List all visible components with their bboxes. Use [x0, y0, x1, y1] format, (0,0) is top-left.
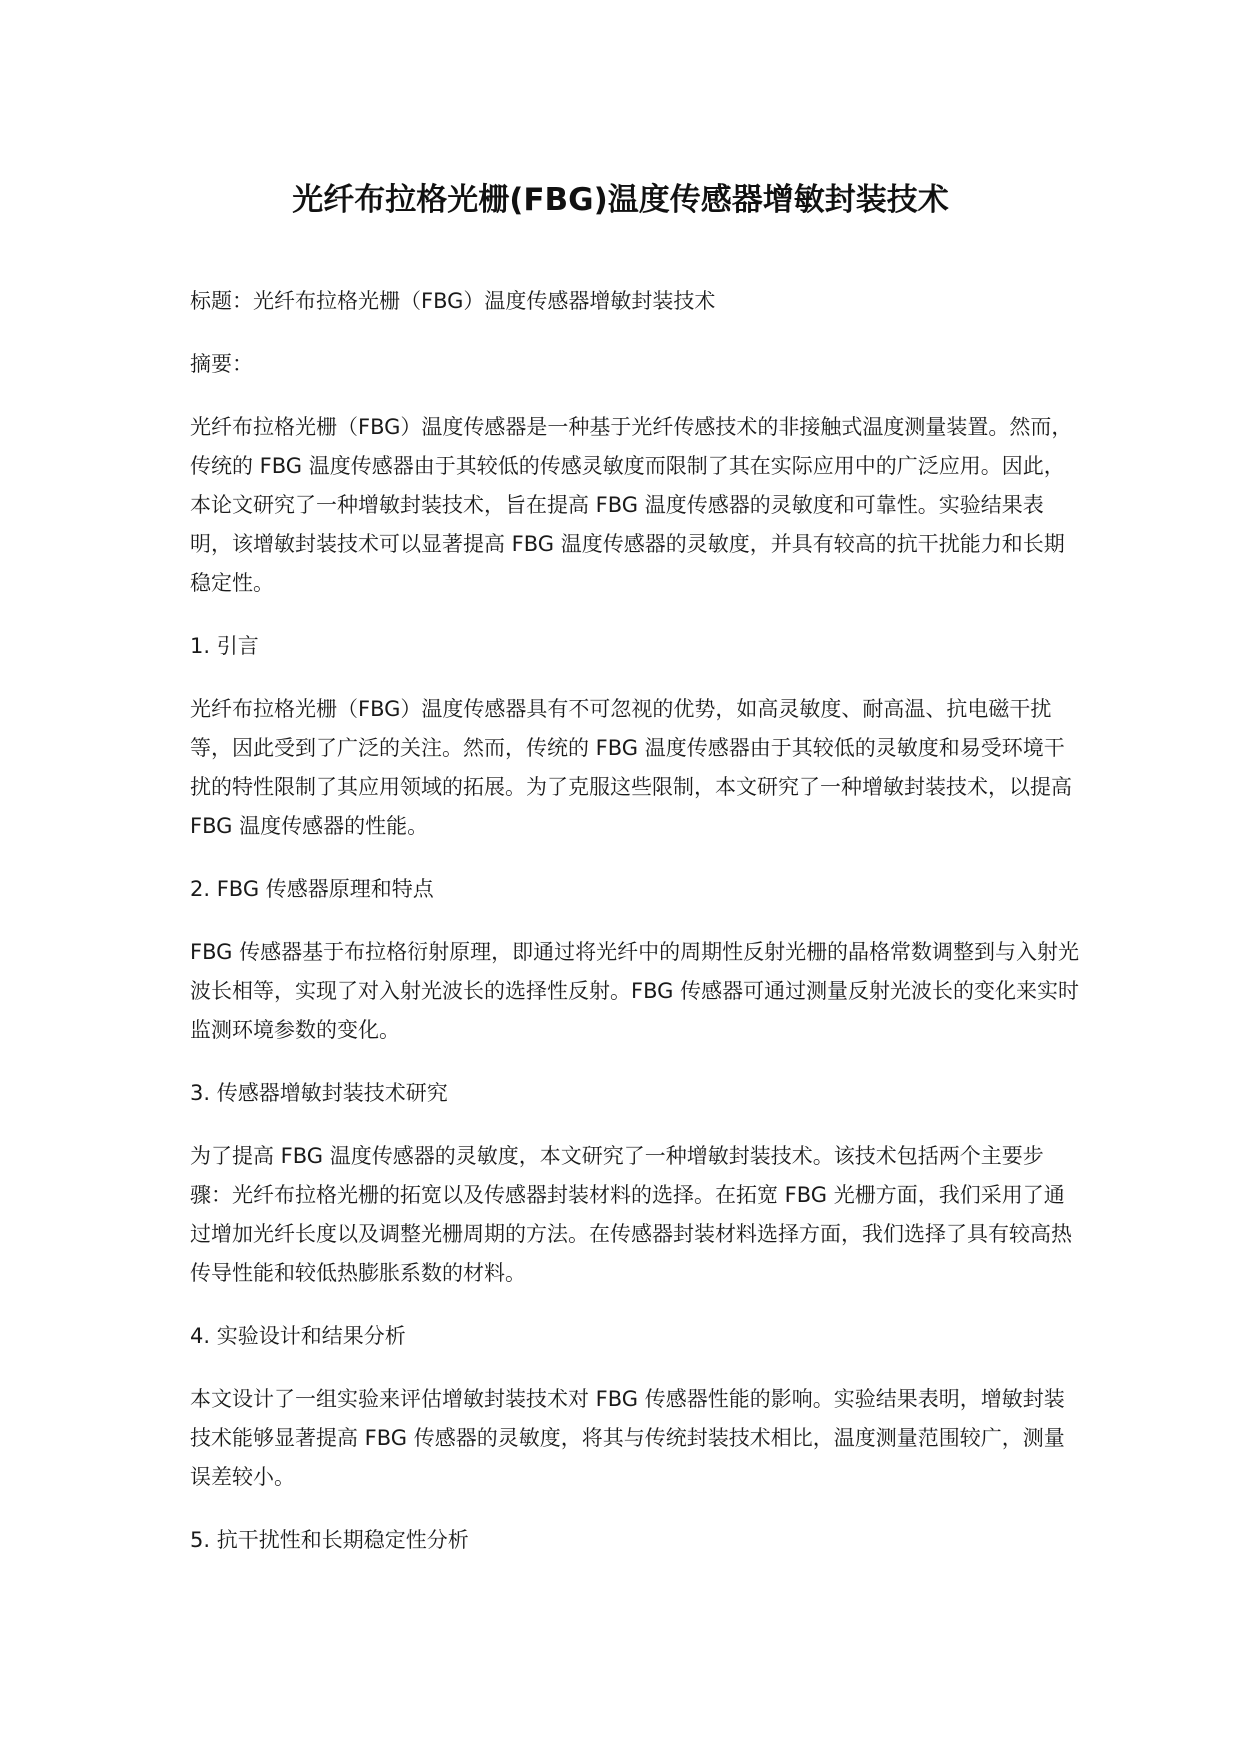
- document-body: [190, 282, 1080, 1560]
- abstract-label: 摘要：: [190, 352, 253, 376]
- section-heading-principle: 2. FBG 传感器原理和特点: [190, 877, 434, 901]
- abstract-text: 光纤布拉格光栅（FBG）温度传感器是一种基于光纤传感技术的非接触式温度测量装置。然而，传统的 FBG 温度传感器由于其较低的传感灵敏度而限制了其在实际应用中的广泛应用。因此，本论文研究了一种增敏封装技术，旨在提高 FBG 温度传感器的灵敏度和可靠性。实验结果表明，该增敏封装技术可以显著提高 FBG 温度传感器的灵敏度，并具有较高的抗干扰能力和长期稳定性。: [190, 415, 1073, 595]
- section-heading-packaging: 3. 传感器增敏封装技术研究: [190, 1081, 448, 1105]
- section-text-packaging: 为了提高 FBG 温度传感器的灵敏度，本文研究了一种增敏封装技术。该技术包括两个主要步骤：光纤布拉格光栅的拓宽以及传感器封装材料的选择。在拓宽 FBG 光栅方面，我们采用了通过增加光纤长度以及调整光栅周期的方法。在传感器封装材料选择方面，我们选择了具有较高热传导性能和较低热膨胀系数的材料。: [190, 1144, 1072, 1285]
- section-text-introduction: 光纤布拉格光栅（FBG）温度传感器具有不可忽视的优势，如高灵敏度、耐高温、抗电磁干扰等，因此受到了广泛的关注。然而，传统的 FBG 温度传感器由于其较低的灵敏度和易受环境干扰的特性限制了其应用领域的拓展。为了克服这些限制，本文研究了一种增敏封装技术，以提高 FBG 温度传感器的性能。: [190, 697, 1072, 838]
- document-title: 光纤布拉格光栅(FBG)温度传感器增敏封装技术: [292, 182, 949, 218]
- section-heading-stability: 5. 抗干扰性和长期稳定性分析: [190, 1528, 469, 1552]
- section-heading-experiment: 4. 实验设计和结果分析: [190, 1324, 406, 1348]
- subtitle-line: 标题：光纤布拉格光栅（FBG）温度传感器增敏封装技术: [190, 289, 716, 313]
- section-text-experiment: 本文设计了一组实验来评估增敏封装技术对 FBG 传感器性能的影响。实验结果表明，增敏封装技术能够显著提高 FBG 传感器的灵敏度，将其与传统封装技术相比，温度测量范围较广，测量误差较小。: [190, 1387, 1065, 1489]
- section-text-principle: FBG 传感器基于布拉格衍射原理，即通过将光纤中的周期性反射光栅的晶格常数调整到与入射光波长相等，实现了对入射光波长的选择性反射。FBG 传感器可通过测量反射光波长的变化来实时监测环境参数的变化。: [190, 940, 1080, 1042]
- section-heading-introduction: 1. 引言: [190, 634, 259, 658]
